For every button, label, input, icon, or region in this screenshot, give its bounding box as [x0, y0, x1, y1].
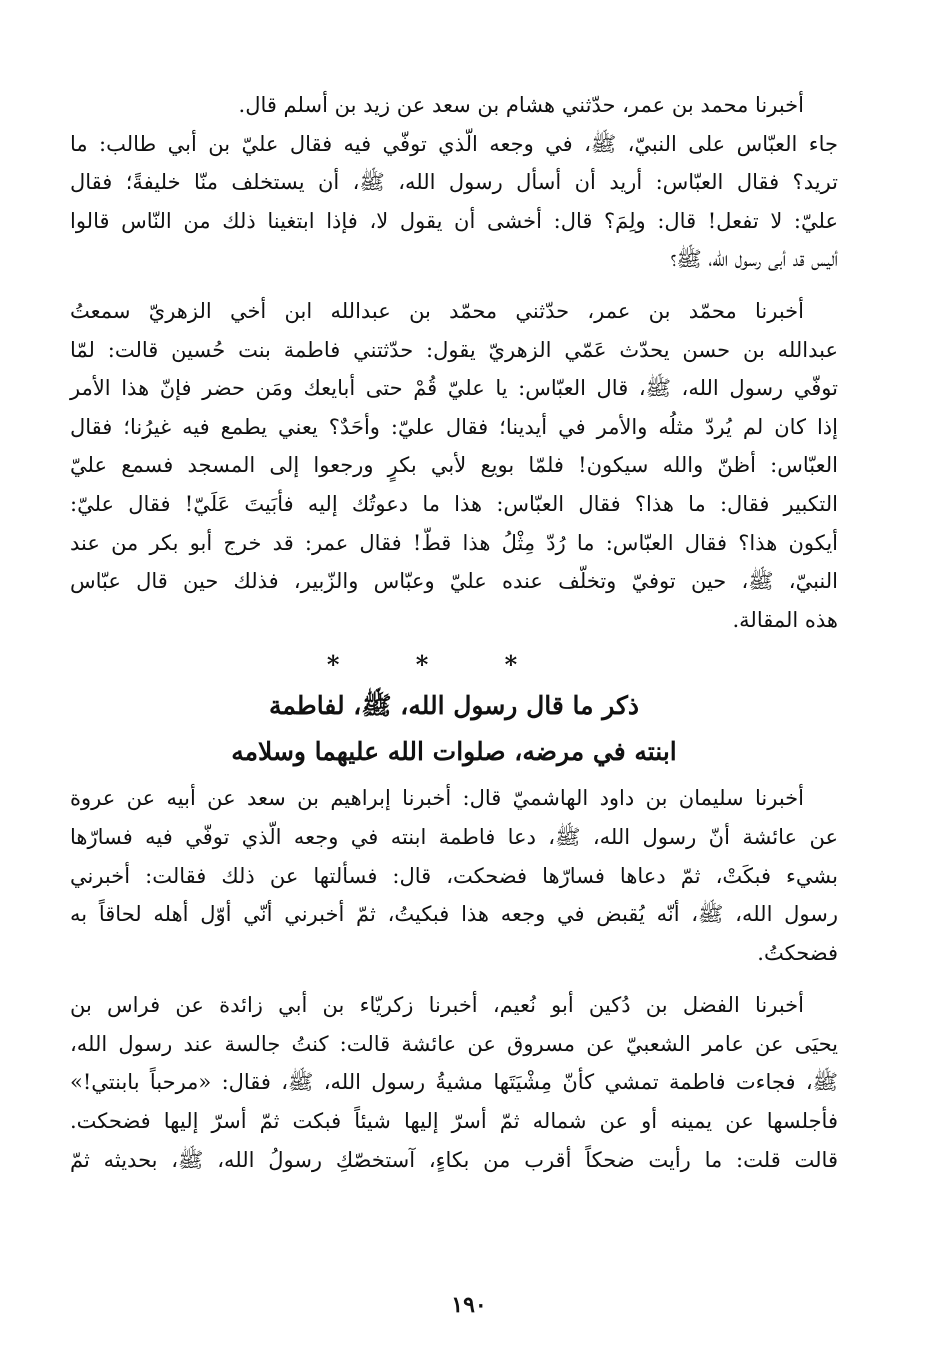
text-line: فضحكتُ. [757, 940, 838, 965]
text-line: أيكون هذا؟ فقال العبّاس: ما رُدّ مِثْلُ هذا قطّ! فقال عمر: قد خرج أبو بكر من عند [70, 530, 838, 555]
text-line: هذه المقالة. [732, 607, 838, 632]
text-line: إذا كان لم يُردّ مثلُه والأمر في أيدينا؛ فقال عليّ: وأحَدٌ؟ يعني يطمع فيه غيرُنا؛ فقال [70, 414, 838, 439]
section-heading-line-1: ذكر ما قال رسول الله، ﷺ، لفاطمة [268, 691, 640, 721]
text-line: أليس قد أبى رسول الله، ﷺ؟ [670, 247, 838, 272]
text-line: رسول الله، ﷺ، أنّه يُقبض في وجعه هذا فبكيتُ، ثمّ أخبرني أنّي أوّل أهله لحاقاً به [70, 902, 838, 927]
text-line: قالت قلت: ما رأيت ضحكاً أقرب من بكاءٍ، آستخصّكِ رسولُ الله، ﷺ، بحديثه ثمّ [70, 1147, 838, 1172]
section-separator: * * * [326, 650, 552, 680]
text-line: جاء العبّاس على النبيّ، ﷺ، في وجعه الّذي توفّي فيه فقال عليّ بن أبي طالب: ما [70, 131, 838, 156]
text-line: تريد؟ فقال العبّاس: أريد أن أسأل رسول الله، ﷺ، أن يستخلف منّا خليفةً؛ فقال [70, 170, 838, 195]
text-line: العبّاس: أظنّ والله سيكون! فلمّا بويع لأبي بكرٍ ورجعوا إلى المسجد فسمع عليّ [70, 453, 838, 478]
text-line: التكبير فقال: ما هذا؟ فقال العبّاس: هذا ما دعوتُك إليه فأبَيتَ عَلَيّ! فقال عليّ: [70, 491, 838, 516]
section-heading-line-2: ابنته في مرضه، صلوات الله عليهما وسلامه [231, 737, 677, 767]
page-number: ١٩٠ [451, 1292, 487, 1318]
text-line: أخبرنا محمّد بن عمر، حدّثني محمّد بن عبدالله ابن أخي الزهريّ سمعتُ [70, 298, 804, 323]
text-line: أخبرنا محمد بن عمر، حدّثني هشام بن سعد عن زيد بن أسلم قال. [238, 93, 804, 117]
text-line: عن عائشة أنّ رسول الله، ﷺ، دعا فاطمة ابنته في وجعه الّذي توفّي فيه فسارّها [70, 824, 838, 849]
text-line: يحيَى عن عامر الشعبيّ عن مسروق عن عائشة قالت: كنتُ جالسة عند رسول الله، [70, 1031, 838, 1056]
paragraph-2 [70, 292, 838, 639]
text-line: عبدالله بن حسن يحدّث عَمّي الزهريّ يقول: حدّثتني فاطمة بنت حُسين قالت: لمّا [70, 337, 838, 362]
text-line: توفّي رسول الله، ﷺ، قال العبّاس: يا عليّ قُمْ حتى أبايعك ومَن حضر فإنّ هذا الأمر [70, 376, 838, 401]
text-line: أخبرنا سليمان بن داود الهاشميّ قال: أخبرنا إبراهيم بن سعد عن أبيه عن عروة [70, 786, 804, 811]
text-line: النبيّ، ﷺ، حين توفيّ وتخلّف عنده عليّ وعبّاس والزّبير، فذلك حين قال عبّاس [70, 569, 838, 594]
text-line: عليّ: لا تفعل! قال: ولِمَ؟ قال: أخشى أن يقول لا، فإذا ابتغينا ذلك من النّاس قالوا [70, 208, 838, 233]
paragraph-1 [70, 86, 838, 279]
text-line: بشيء فبكَتْ، ثمّ دعاها فسارّها فضحكت، قال: فسألتها عن ذلك فقالت: أخبرني [70, 863, 838, 888]
text-line: فأجلسها عن يمينه أو عن شماله ثمّ أسرّ إليها شيئاً فبكت ثمّ أسرّ إليها فضحكت. [70, 1109, 838, 1134]
text-line: أخبرنا الفضل بن دُكين أبو نُعيم، أخبرنا زكريّاء بن أبي زائدة عن فراس بن [70, 993, 804, 1018]
paragraph-4 [70, 986, 838, 1179]
paragraph-3 [70, 779, 838, 972]
text-line: ﷺ، فجاءت فاطمة تمشي كأنّ مِشْيَتَها مشيةُ رسول الله، ﷺ، فقال: «مرحباً بابنتي!» [70, 1070, 838, 1095]
